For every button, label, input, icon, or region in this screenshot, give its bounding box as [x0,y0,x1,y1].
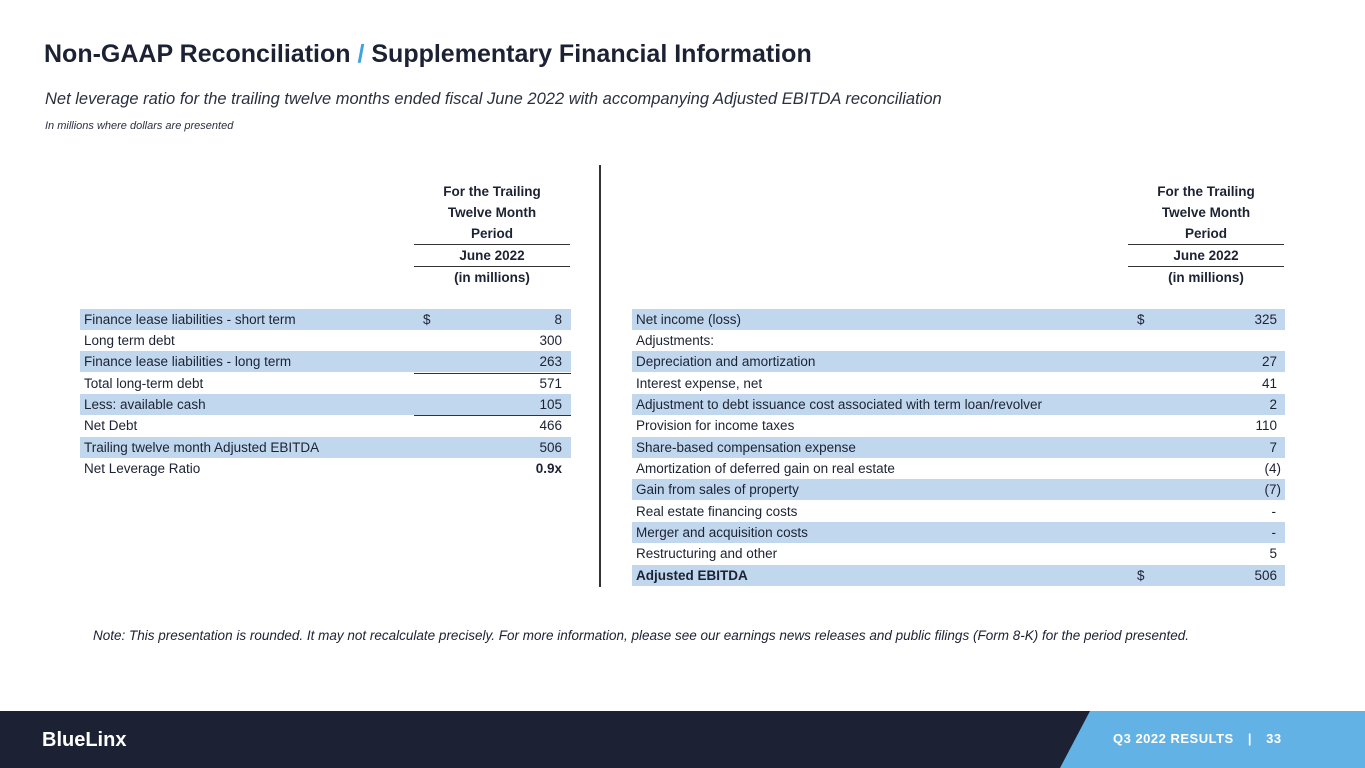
table-row [80,394,571,415]
table-row [632,309,1285,330]
page-number: 33 [1266,731,1282,746]
table-row-total [632,565,1285,586]
footer-section: Q3 2022 RESULTS [1113,731,1234,746]
row-label: Interest expense, net [636,376,763,391]
row-value: 105 [539,397,562,412]
row-value: 0.9x [535,461,562,476]
units-note: In millions where dollars are presented [45,120,234,132]
row-value: 27 [1261,354,1277,369]
table-row [80,351,571,372]
table-row [80,458,571,479]
left-header-line3: Period [470,226,513,241]
row-value: 466 [539,418,562,433]
row-currency: $ [1137,568,1145,583]
table-divider [599,165,601,587]
row-value: 506 [1254,568,1277,583]
row-value: - [1271,504,1276,519]
right-header-line1: For the Trailing [1157,184,1255,199]
page-subtitle: Net leverage ratio for the trailing twelve months ended fiscal June 2022 with accompanying Adjusted EBITDA reconciliation [45,90,942,108]
row-value: 8 [554,312,562,327]
table-row [632,479,1285,500]
row-value: (7) [1264,482,1281,497]
row-value: 325 [1254,312,1277,327]
row-label: Amortization of deferred gain on real estate [636,461,895,476]
table-row [632,373,1285,394]
title-part2: Supplementary Financial Information [371,40,812,68]
row-value: (4) [1264,461,1281,476]
row-label: Net Debt [84,418,138,433]
table-row [80,437,571,458]
right-header-line2: Twelve Month [1161,205,1251,220]
table-row [80,330,571,351]
table-row [632,351,1285,372]
footer-section-label [1113,731,1282,746]
row-value: 300 [539,333,562,348]
table-row [632,543,1285,564]
row-value: 110 [1255,418,1277,433]
row-label: Restructuring and other [636,546,778,561]
table-row [80,373,571,394]
row-label: Trailing twelve month Adjusted EBITDA [84,440,320,455]
row-label: Less: available cash [84,397,206,412]
left-header-line1: For the Trailing [443,184,541,199]
table-row [632,458,1285,479]
row-value: 571 [539,376,562,391]
table-row [632,394,1285,415]
page-title [44,40,812,69]
row-label: Finance lease liabilities - long term [84,354,292,369]
table-row [632,330,1285,351]
table-row [632,501,1285,522]
row-label: Finance lease liabilities - short term [84,312,296,327]
row-label: Provision for income taxes [636,418,795,433]
left-header-units: (in millions) [414,266,570,288]
table-row [632,415,1285,436]
row-label: Net income (loss) [636,312,742,327]
table-row [80,415,571,436]
table-row [632,437,1285,458]
footnote: Note: This presentation is rounded. It may not recalculate precisely. For more information, please see our earnings news releases and public filings (Form 8-K) for the period presented. [93,628,1190,643]
row-value: 506 [539,440,562,455]
row-value: - [1271,525,1276,540]
table-row [632,522,1285,543]
row-label: Depreciation and amortization [636,354,816,369]
left-header-period: June 2022 [414,244,570,266]
row-label: Net Leverage Ratio [84,461,201,476]
row-label: Adjustment to debt issuance cost associated with term loan/revolver [636,397,1042,412]
row-currency: $ [1137,312,1145,327]
row-value: 263 [539,354,562,369]
right-header-units: (in millions) [1128,266,1284,288]
row-value: 41 [1261,376,1277,391]
row-value: 7 [1269,440,1277,455]
right-header-line3: Period [1184,226,1227,241]
left-table-header [414,181,570,288]
row-label: Real estate financing costs [636,504,798,519]
row-label: Adjustments: [636,333,715,348]
row-label: Share-based compensation expense [636,440,856,455]
footer-separator: | [1247,731,1252,746]
row-currency: $ [423,312,431,327]
row-label: Long term debt [84,333,175,348]
right-header-period: June 2022 [1128,244,1284,266]
right-table-header [1128,181,1284,288]
left-header-line2: Twelve Month [447,205,537,220]
row-value: 5 [1269,546,1277,561]
row-label: Merger and acquisition costs [636,525,808,540]
row-value: 2 [1269,397,1277,412]
brand-logo: BlueLinx [42,729,127,751]
table-row [80,309,571,330]
title-separator: / [357,40,365,68]
row-label: Adjusted EBITDA [636,568,748,583]
row-label: Gain from sales of property [636,482,799,497]
row-label: Total long-term debt [84,376,204,391]
title-part1: Non-GAAP Reconciliation [44,40,351,68]
